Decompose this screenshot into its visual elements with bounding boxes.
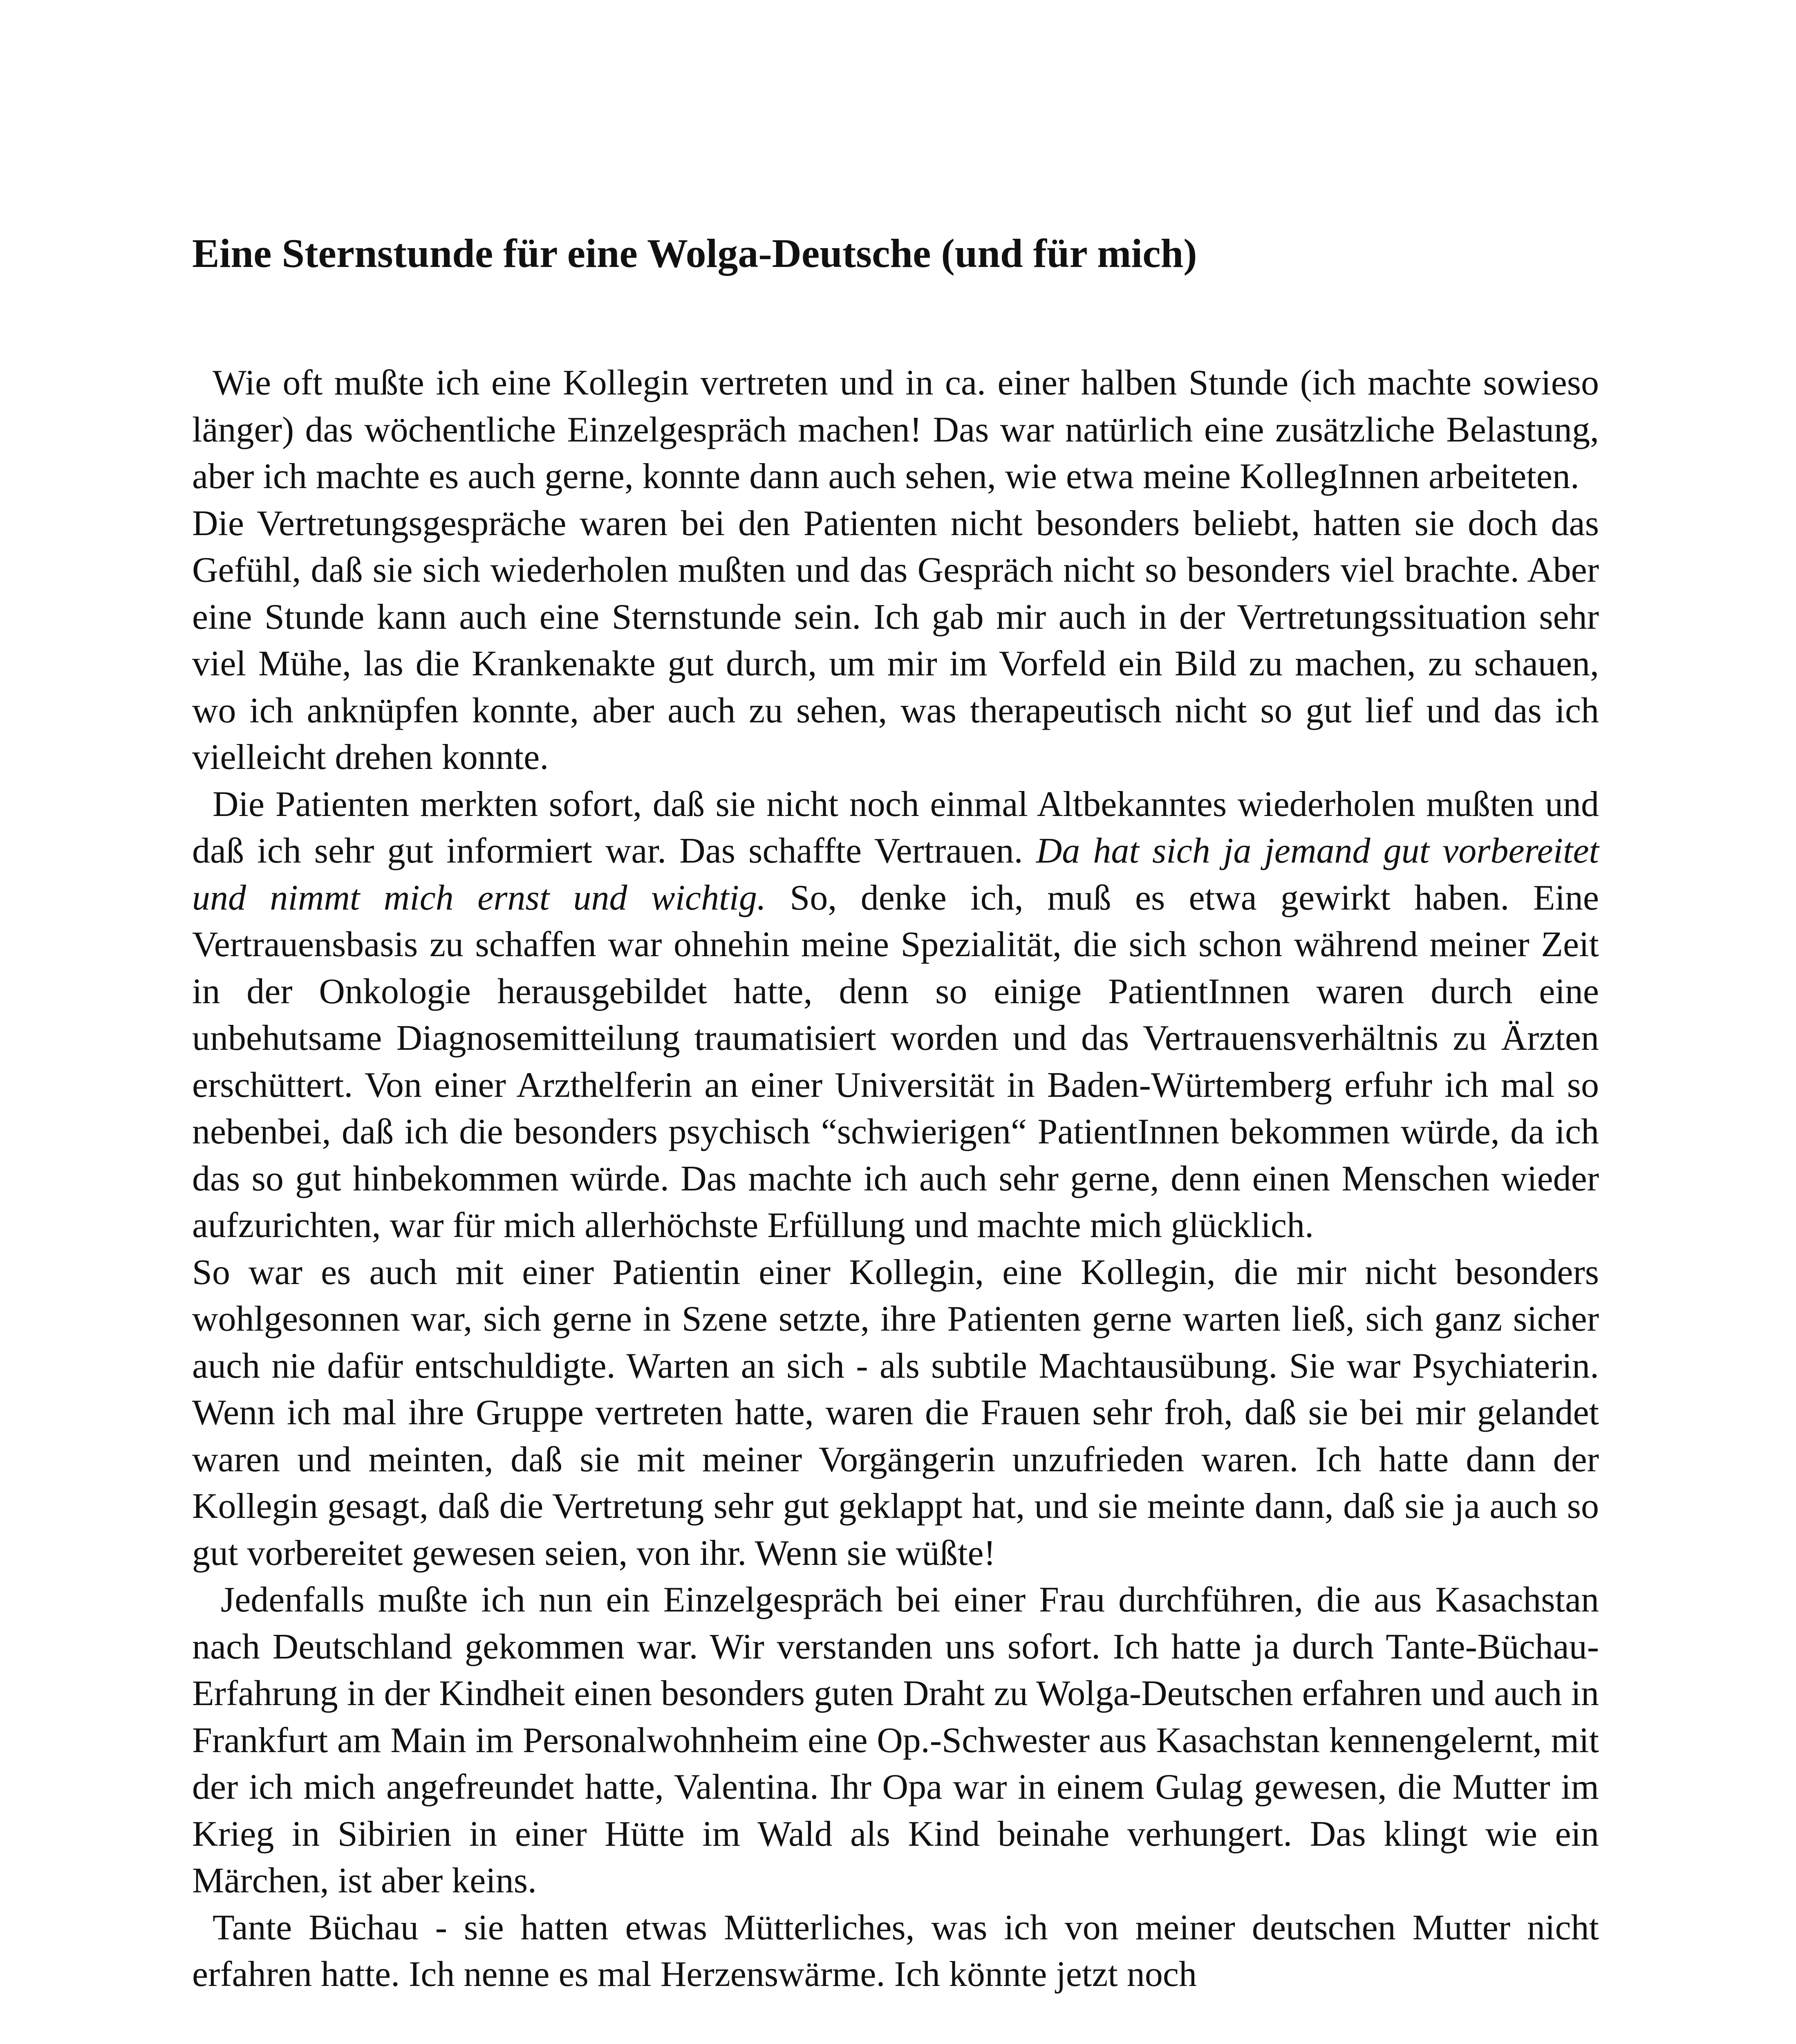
- paragraph-5: Jedenfalls mußte ich nun ein Einzelgespräch bei einer Frau durchführen, die aus Kasachstan nach Deutschland gekommen war. Wir verstanden uns sofort. Ich hatte ja durch Tante-Büchau-Erfahrung in der Kindheit einen besonders guten Draht zu Wolga-Deutschen erfahren und auch in Frankfurt am Main im Personalwohnheim eine Op.-Schwester aus Kasachstan kennengelernt, mit der ich mich angefreundet hatte, Valentina. Ihr Opa war in einem Gulag gewesen, die Mutter im Krieg in Sibirien in einer Hütte im Wald als Kind beinahe verhungert. Das klingt wie ein Märchen, ist aber keins.: [192, 1580, 1599, 1901]
- page-title: Eine Sternstunde für eine Wolga-Deutsche (und für mich): [192, 231, 1197, 276]
- paragraph-1: Wie oft mußte ich eine Kollegin vertreten und in ca. einer halben Stunde (ich machte sowieso länger) das wöchentliche Einzelgespräch machen! Das war natürlich eine zusätzliche Belastung, aber ich machte es auch gerne, konnte dann auch sehen, wie etwa meine KollegInnen arbeiteten.: [192, 363, 1599, 496]
- paragraph-3-text-before: Die Patienten merkten sofort, daß sie nicht noch einmal Altbekanntes wiederholen mußten und daß ich sehr gut informiert war. Das schaffte Vertrauen.: [192, 784, 1599, 871]
- paragraph-3: [192, 781, 1599, 1249]
- paragraph-6: Tante Büchau - sie hatten etwas Mütterliches, was ich von meiner deutschen Mutter nicht erfahren hatte. Ich nenne es mal Herzenswärme. Ich könnte jetzt noch: [192, 1907, 1599, 1994]
- paragraph-2: Die Vertretungsgespräche waren bei den Patienten nicht besonders beliebt, hatten sie doch das Gefühl, daß sie sich wiederholen mußten und das Gespräch nicht so besonders viel brachte. Aber eine Stunde kann auch eine Sternstunde sein. Ich gab mir auch in der Vertretungssituation sehr viel Mühe, las die Krankenakte gut durch, um mir im Vorfeld ein Bild zu machen, zu schauen, wo ich anknüpfen konnte, aber auch zu sehen, was therapeutisch nicht so gut lief und das ich vielleicht drehen konnte.: [192, 503, 1599, 777]
- body-text: [192, 360, 1599, 1998]
- paragraph-3-italic-quote: Da hat sich ja jemand gut vorbereitet und nimmt mich ernst und wichtig.: [192, 831, 1599, 918]
- paragraph-4: So war es auch mit einer Patientin einer Kollegin, eine Kollegin, die mir nicht besonders wohlgesonnen war, sich gerne in Szene setzte, ihre Patienten gerne warten ließ, sich ganz sicher auch nie dafür entschuldigte. Warten an sich - als subtile Machtausübung. Sie war Psychiaterin. Wenn ich mal ihre Gruppe vertreten hatte, waren die Frauen sehr froh, daß sie bei mir gelandet waren und meinten, daß sie mit meiner Vorgängerin unzufrieden waren. Ich hatte dann der Kollegin gesagt, daß die Vertretung sehr gut geklappt hat, und sie meinte dann, daß sie ja auch so gut vorbereitet gewesen seien, von ihr. Wenn sie wüßte!: [192, 1252, 1599, 1573]
- paragraph-3-text-after: So, denke ich, muß es etwa gewirkt haben. Eine Vertrauensbasis zu schaffen war ohnehin meine Spezialität, die sich schon während meiner Zeit in der Onkologie herausgebildet hatte, denn so einige PatientInnen waren durch eine unbehutsame Diagnosemitteilung traumatisiert worden und das Vertrauensverhältnis zu Ärzten erschüttert. Von einer Arzthelferin an einer Universität in Baden-Würtemberg erfuhr ich mal so nebenbei, daß ich die besonders psychisch “schwierigen“ PatientInnen bekommen würde, da ich das so gut hinbekommen würde. Das machte ich auch sehr gerne, denn einen Menschen wieder aufzurichten, war für mich allerhöchste Erfüllung und machte mich glücklich.: [192, 878, 1599, 1245]
